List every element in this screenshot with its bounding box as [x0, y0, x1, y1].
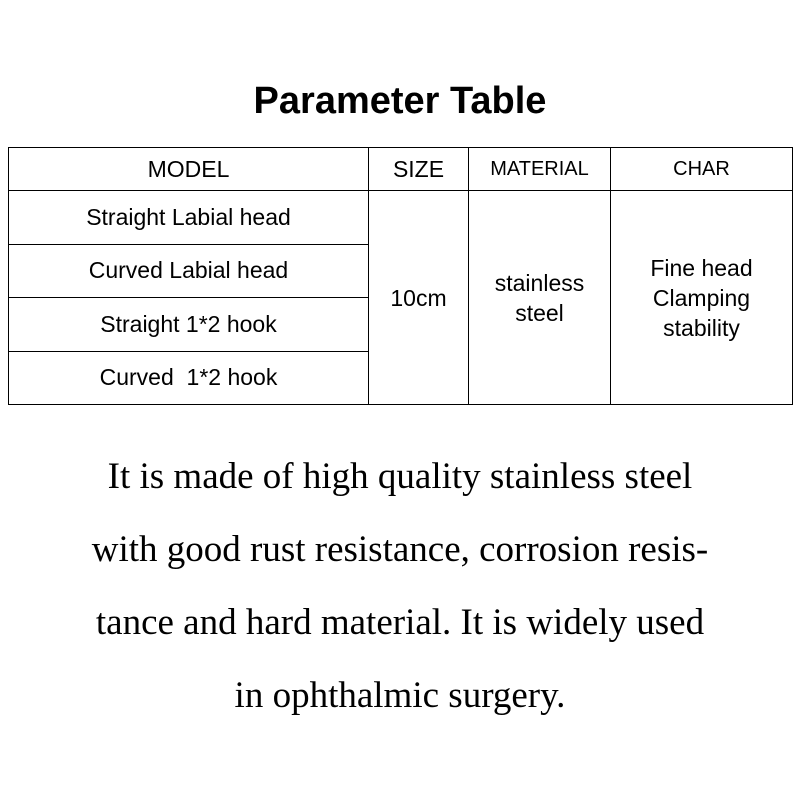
table-header-row [9, 148, 793, 191]
material-cell [469, 191, 611, 405]
char-line: Fine head [650, 254, 753, 281]
description-line: in ophthalmic surgery. [234, 675, 566, 716]
column-header-char: CHAR [611, 148, 793, 191]
size-cell: 10cm [369, 191, 469, 405]
description-line: It is made of high quality stainless steel [107, 456, 693, 497]
model-cell: Curved 1*2 hook [9, 351, 369, 405]
column-header-model: MODEL [9, 148, 369, 191]
material-line: stainless [494, 269, 585, 296]
parameter-table [8, 147, 793, 405]
table-row [9, 191, 793, 245]
model-cell: Curved Labial head [9, 244, 369, 298]
description-paragraph [0, 440, 800, 732]
page-title: Parameter Table [253, 80, 547, 122]
char-line: stability [663, 314, 740, 341]
description-line: with good rust resistance, corrosion resis- [91, 529, 709, 570]
description-line: tance and hard material. It is widely used [95, 602, 705, 643]
column-header-material: MATERIAL [469, 148, 611, 191]
column-header-size: SIZE [369, 148, 469, 191]
model-cell: Straight Labial head [9, 191, 369, 245]
char-cell [611, 191, 793, 405]
material-line: steel [515, 299, 564, 326]
char-line: Clamping [652, 284, 751, 311]
model-cell: Straight 1*2 hook [9, 298, 369, 352]
